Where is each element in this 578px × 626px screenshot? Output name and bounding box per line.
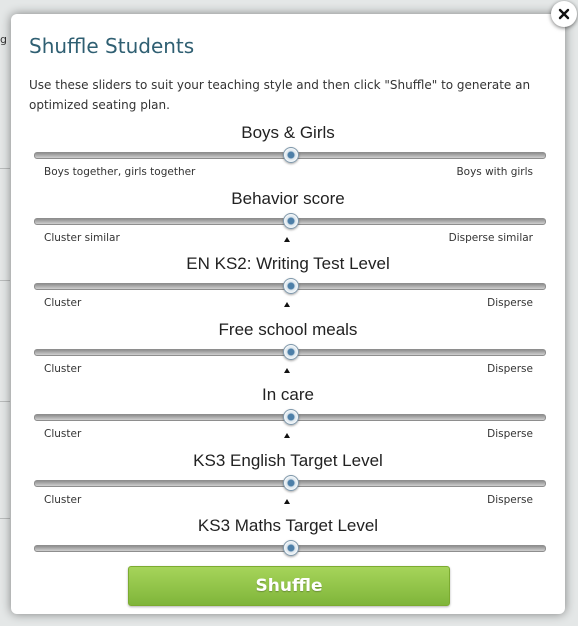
- slider-label: Free school meals: [218, 320, 358, 339]
- slider-handle[interactable]: [283, 475, 299, 491]
- shuffle-button[interactable]: Shuffle: [128, 566, 450, 606]
- center-marker-icon: [284, 433, 290, 438]
- slider-ks3-english-target: [11, 450, 565, 512]
- center-marker-icon: [284, 499, 290, 504]
- slider-behavior-score: [11, 188, 565, 250]
- slider-min-label: Cluster: [44, 494, 82, 506]
- slider-handle[interactable]: [283, 213, 299, 229]
- slider-label: KS3 Maths Target Level: [197, 516, 379, 535]
- slider-handle[interactable]: [283, 147, 299, 163]
- slider-max-label: Disperse: [487, 428, 533, 440]
- center-marker-icon: [284, 237, 290, 242]
- slider-min-label: Boys together, girls together: [44, 166, 196, 178]
- slider-label: EN KS2: Writing Test Level: [186, 254, 390, 273]
- slider-label: Behavior score: [231, 189, 345, 208]
- slider-boys-girls: [11, 122, 565, 184]
- center-marker-icon: [284, 368, 290, 373]
- slider-max-label: Disperse: [487, 297, 533, 309]
- slider-handle[interactable]: [283, 409, 299, 425]
- slider-min-label: Cluster: [44, 428, 82, 440]
- background-text-fragment: g: [0, 33, 7, 46]
- close-button[interactable]: [551, 1, 577, 27]
- slider-handle[interactable]: [283, 278, 299, 294]
- dialog-title: Shuffle Students: [29, 34, 195, 58]
- slider-max-label: Disperse: [487, 494, 533, 506]
- slider-max-label: Boys with girls: [456, 166, 533, 178]
- background-divider: [0, 168, 10, 169]
- slider-min-label: Cluster: [44, 363, 82, 375]
- slider-label: KS3 English Target Level: [193, 451, 383, 470]
- slider-writing-test-level: [11, 253, 565, 315]
- dialog-description: Use these sliders to suit your teaching style and then click "Shuffle" to generate an optimized seating plan.: [29, 78, 531, 112]
- slider-in-care: [11, 384, 565, 446]
- slider-free-school-meals: [11, 319, 565, 381]
- close-icon: [558, 8, 570, 20]
- slider-max-label: Disperse similar: [448, 232, 533, 244]
- slider-handle[interactable]: [283, 344, 299, 360]
- slider-min-label: Cluster: [44, 297, 82, 309]
- slider-label: Boys & Girls: [241, 123, 335, 142]
- slider-min-label: Cluster similar: [44, 232, 120, 244]
- background-divider: [0, 280, 10, 281]
- shuffle-students-dialog: [11, 14, 565, 614]
- background-divider: [0, 518, 10, 519]
- slider-max-label: Disperse: [487, 363, 533, 375]
- background-divider: [0, 401, 10, 402]
- slider-handle[interactable]: [283, 540, 299, 556]
- center-marker-icon: [284, 302, 290, 307]
- slider-label: In care: [262, 385, 314, 404]
